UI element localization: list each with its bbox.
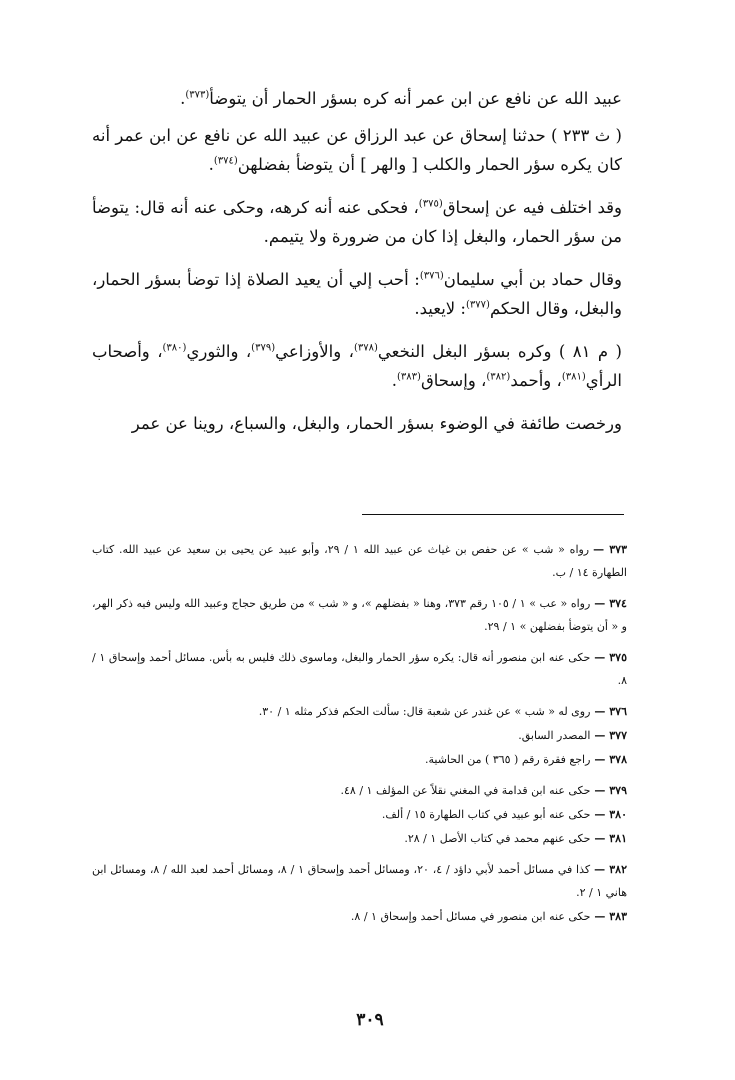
page-number: ٣٠٩ — [356, 1010, 384, 1030]
footnote-text: حكى عنه ابن منصور في مسائل أحمد وإسحاق ١ / ٨. — [350, 910, 591, 923]
footnote-item — [92, 858, 627, 904]
footnote-ref-382[interactable]: (٣٨٢) — [486, 371, 511, 383]
paragraph-6 — [92, 409, 622, 438]
footnote-ref-375[interactable]: (٣٧٥) — [418, 198, 443, 210]
footnote-text: حكى عنه ابن منصور أنه قال: يكره سؤر الحمار والبغل، وماسوى ذلك فليس به بأس. مسائل أحمد وإسحاق ١ / ٨. — [92, 651, 627, 687]
paragraph-1-end: . — [180, 89, 186, 108]
footnote-text: راجع فقرة رقم ( ٣٦٥ ) من الحاشية. — [424, 753, 591, 766]
footnote-item — [92, 538, 627, 584]
paragraph-6-text: ورخصت طائفة في الوضوء بسؤر الحمار، والبغل، والسباع، روينا عن عمر — [131, 414, 622, 433]
paragraph-5-text-b: ، والأوزاعي — [275, 342, 354, 361]
paragraph-5-text-c: ، والثوري — [186, 342, 252, 361]
paragraph-5-text-f: ، وإسحاق — [420, 371, 487, 390]
paragraph-2-end: . — [208, 155, 214, 174]
footnote-number: ٣٧٦ — — [594, 705, 627, 718]
footnote-number: ٣٨٠ — — [594, 808, 627, 821]
main-text — [92, 84, 622, 446]
paragraph-5-text-d: ، وأصحاب الرأي — [92, 342, 622, 390]
footnote-text: حكى عنه ابن قدامة في المغني نقلاً عن المؤلف ١ / ٤٨. — [340, 784, 591, 797]
footnotes — [92, 538, 627, 936]
footnote-text: رواه « عب » ١ / ١٠٥ رقم ٣٧٣، وهنا « بفضلهم »، و « شب » من طريق حجاج وعبيد الله وليس فيه ذكر الهر، و « أن يتوضأ بفضلهن » ١ / ٢٩. — [92, 597, 627, 633]
footnote-item — [92, 803, 627, 826]
paragraph-5-text-a: ( م ٨١ ) وكره بسؤر البغل النخعي — [377, 342, 622, 361]
footnote-separator — [362, 514, 624, 515]
footnote-ref-381[interactable]: (٣٨١) — [561, 371, 586, 383]
paragraph-4-text-c: : لايعيد. — [414, 299, 466, 318]
paragraph-3 — [92, 193, 622, 251]
footnote-number: ٣٨٢ — — [594, 863, 627, 876]
footnote-item — [92, 592, 627, 638]
footnote-number: ٣٧٤ — — [594, 597, 627, 610]
footnote-item — [92, 748, 627, 771]
paragraph-5-text-g: . — [391, 371, 397, 390]
footnote-ref-378[interactable]: (٣٧٨) — [353, 342, 378, 354]
paragraph-4 — [92, 265, 622, 323]
paragraph-5-text-e: ، وأحمد — [510, 371, 562, 390]
footnote-number: ٣٨١ — — [594, 832, 627, 845]
footnote-number: ٣٧٩ — — [594, 784, 627, 797]
footnote-item — [92, 905, 627, 928]
paragraph-4-text-b: : أحب إلي أن يعيد الصلاة إذا توضأ بسؤر الحمار، والبغل، وقال الحكم — [92, 270, 622, 318]
paragraph-3-text-b: ، فحكى عنه أنه كرهه، وحكى عنه أنه قال: يتوضأ من سؤر الحمار، والبغل إذا كان من ضرورة ولا يتيمم. — [92, 198, 622, 246]
paragraph-4-text-a: وقال حماد بن أبي سليمان — [443, 270, 623, 289]
footnote-item — [92, 646, 627, 692]
footnote-ref-374[interactable]: (٣٧٤) — [213, 155, 238, 167]
footnote-text: حكى عنه أبو عبيد في كتاب الطهارة ١٥ / ألف. — [381, 808, 591, 821]
footnote-text: روى له « شب » عن غندر عن شعبة قال: سألت الحكم فذكر مثله ١ / ٣٠. — [258, 705, 591, 718]
footnote-text: كذا في مسائل أحمد لأبي داؤد / ٤، ٢٠، ومسائل أحمد وإسحاق ١ / ٨، ومسائل أحمد لعبد الله / ٨، ومسائل ابن هاني ١ / ٢. — [92, 863, 627, 899]
paragraph-2 — [92, 121, 622, 179]
footnote-item — [92, 700, 627, 723]
footnote-number: ٣٧٨ — — [594, 753, 627, 766]
footnote-ref-373[interactable]: (٣٧٣) — [185, 89, 210, 101]
footnote-number: ٣٨٣ — — [594, 910, 627, 923]
paragraph-5 — [92, 337, 622, 395]
footnote-ref-376[interactable]: (٣٧٦) — [419, 270, 444, 282]
footnote-ref-379[interactable]: (٣٧٩) — [251, 342, 276, 354]
footnote-text: المصدر السابق. — [518, 729, 591, 742]
footnote-number: ٣٧٣ — — [593, 543, 627, 556]
footnote-number: ٣٧٧ — — [594, 729, 627, 742]
footnote-number: ٣٧٥ — — [594, 651, 627, 664]
footnote-ref-377[interactable]: (٣٧٧) — [466, 299, 490, 311]
paragraph-1 — [92, 84, 622, 113]
paragraph-1-text: عبيد الله عن نافع عن ابن عمر أنه كره بسؤر الحمار أن يتوضأ — [209, 89, 622, 108]
footnote-text: رواه « شب » عن حفص بن غياث عن عبيد الله ١ / ٢٩، وأبو عبيد عن يحيى بن سعيد عن عبيد الله. كتاب الطهارة ١٤ / ب. — [92, 543, 627, 579]
paragraph-2-text: ( ث ٢٣٣ ) حدثنا إسحاق عن عبد الرزاق عن عبيد الله عن نافع عن ابن عمر أنه كان يكره سؤر الحمار والكلب [ والهر ] أن يتوضأ بفضلهن — [92, 126, 622, 174]
footnote-text: حكى عنهم محمد في كتاب الأصل ١ / ٢٨. — [404, 832, 591, 845]
footnote-item — [92, 827, 627, 850]
footnote-item — [92, 779, 627, 802]
paragraph-3-text-a: وقد اختلف فيه عن إسحاق — [442, 198, 622, 217]
footnote-item — [92, 724, 627, 747]
footnote-ref-380[interactable]: (٣٨٠) — [162, 342, 187, 354]
footnote-ref-383[interactable]: (٣٨٣) — [397, 371, 421, 383]
